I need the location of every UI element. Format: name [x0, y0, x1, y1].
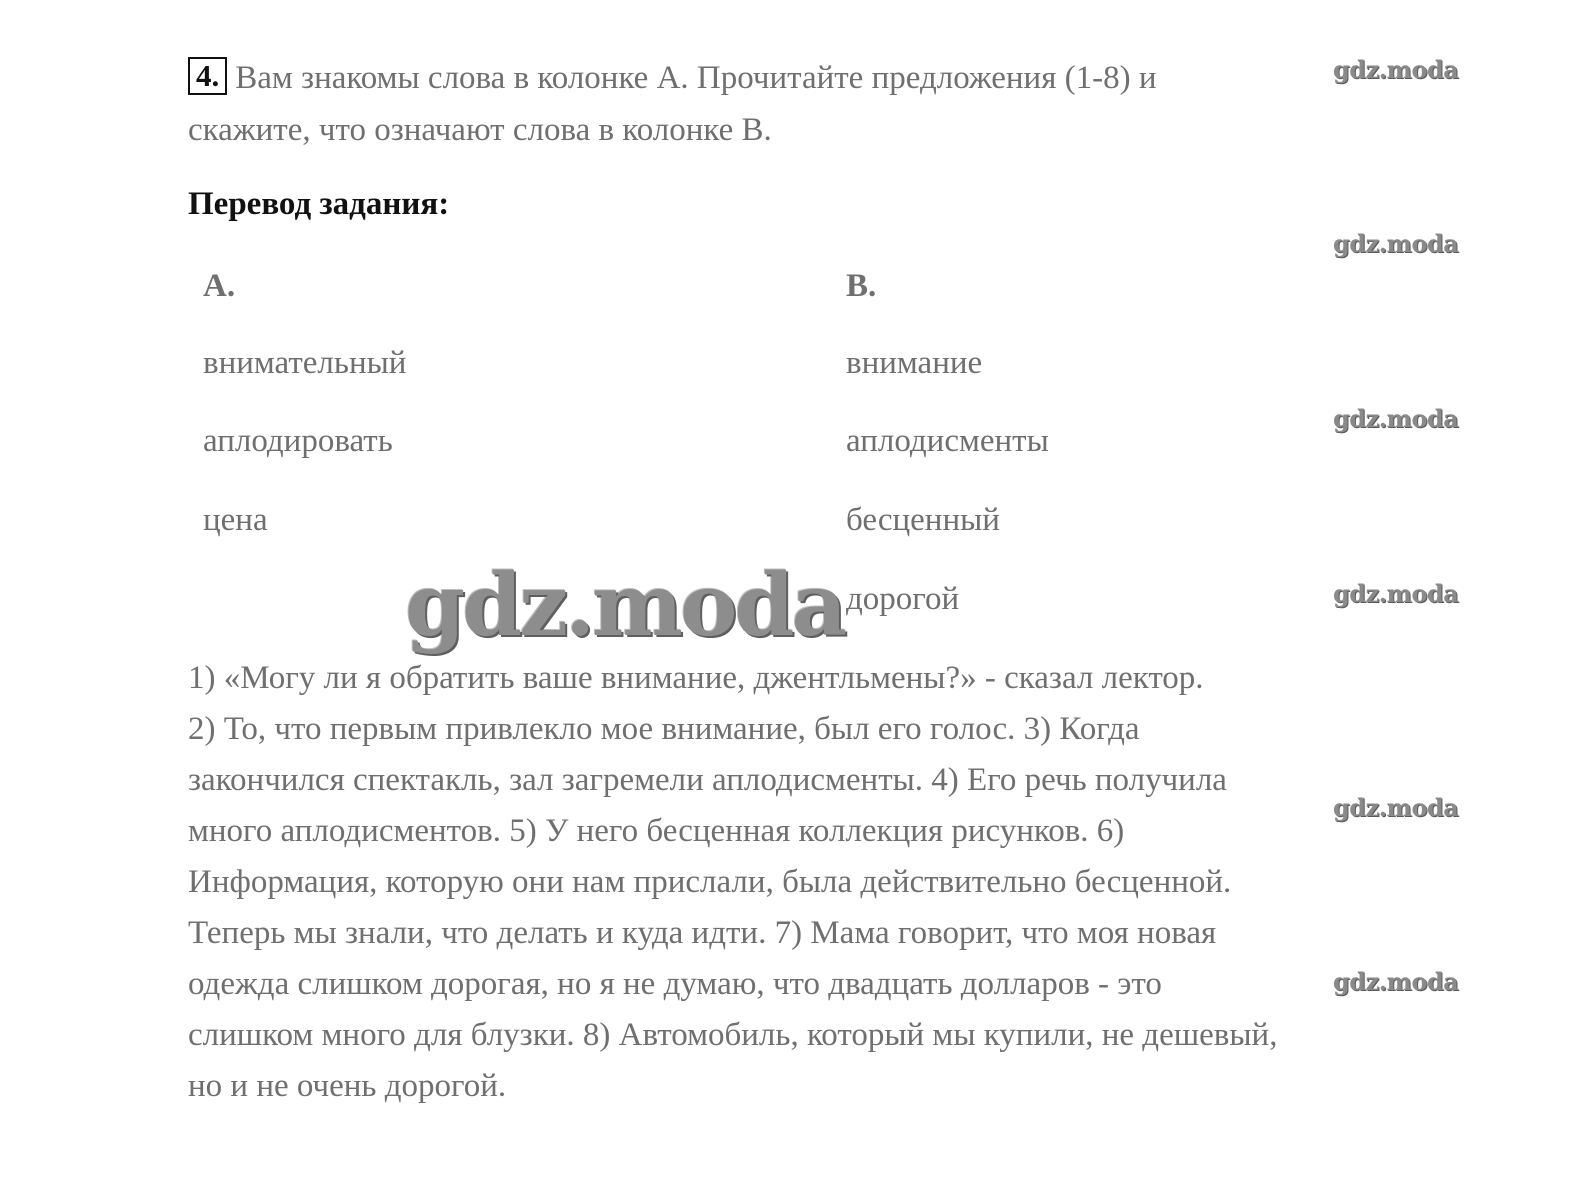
- column-b-item: дорогой: [846, 581, 960, 617]
- watermark-small: gdz.moda: [1333, 55, 1459, 84]
- sentence-line: 1) «Могу ли я обратить ваше внимание, джентльмены?» - сказал лектор.: [188, 660, 1204, 696]
- task-instruction: [188, 52, 1368, 156]
- task-number: 4.: [188, 57, 227, 95]
- column-b-item: внимание: [846, 345, 983, 381]
- sentence-line: одежда слишком дорогая, но я не думаю, что двадцать долларов - это: [188, 966, 1162, 1002]
- watermark-small: gdz.moda: [1333, 579, 1459, 608]
- sentence-line: Информация, которую они нам прислали, была действительно бесценной.: [188, 864, 1232, 900]
- section-title: Перевод задания:: [188, 186, 450, 222]
- task-instruction-line-2: скажите, что означают слова в колонке В.: [188, 112, 772, 148]
- sentence-line: много аплодисментов. 5) У него бесценная коллекция рисунков. 6): [188, 813, 1125, 849]
- column-b-item: бесценный: [846, 502, 1000, 538]
- watermark-small: gdz.moda: [1333, 229, 1459, 258]
- watermark-large: gdz.moda: [405, 555, 845, 656]
- sentence-line: закончился спектакль, зал загремели аплодисменты. 4) Его речь получила: [188, 762, 1227, 798]
- column-a-item: внимательный: [203, 345, 407, 381]
- sentence-line: слишком много для блузки. 8) Автомобиль, который мы купили, не дешевый,: [188, 1017, 1278, 1053]
- example-sentences: [188, 653, 1488, 1112]
- sentence-line: Теперь мы знали, что делать и куда идти. 7) Мама говорит, что моя новая: [188, 915, 1217, 951]
- sentence-line: 2) То, что первым привлекло мое внимание, был его голос. 3) Когда: [188, 711, 1140, 747]
- watermark-small: gdz.moda: [1333, 404, 1459, 433]
- column-a-header: А.: [203, 268, 236, 304]
- sentence-line: но и не очень дорогой.: [188, 1068, 507, 1104]
- column-a-item: цена: [203, 502, 268, 538]
- watermark-small: gdz.moda: [1333, 793, 1459, 822]
- column-a-item: аплодировать: [203, 423, 393, 459]
- column-b-item: аплодисменты: [846, 423, 1049, 459]
- watermark-small: gdz.moda: [1333, 967, 1459, 996]
- column-b-header: В.: [846, 268, 877, 304]
- task-instruction-line-1: Вам знакомы слова в колонке А. Прочитайте предложения (1-8) и: [235, 60, 1157, 96]
